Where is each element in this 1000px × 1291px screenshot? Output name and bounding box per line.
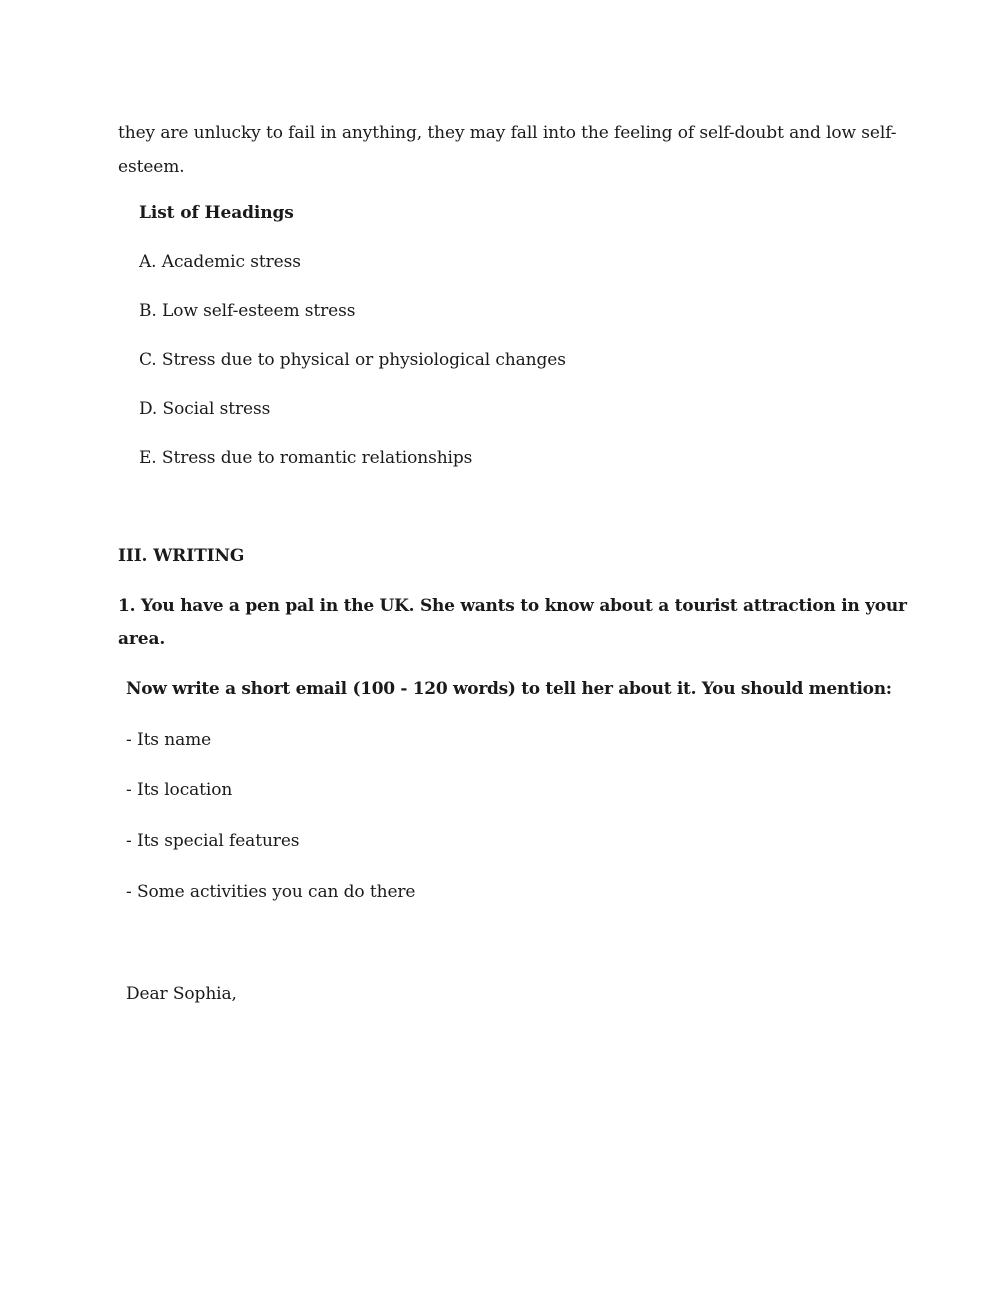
reading-continuation-paragraph: they are unlucky to fail in anything, they may fall into the feeling of self-doubt and low self-esteem. — [118, 123, 897, 177]
writing-section-title: III. WRITING — [118, 546, 245, 566]
writing-task-prompt-line1: 1. You have a pen pal in the UK. She wants to know about a tourist attraction in your — [118, 596, 907, 616]
mention-point-location: - Its location — [126, 780, 233, 800]
headings-title: List of Headings — [139, 203, 294, 223]
mention-point-features: - Its special features — [126, 831, 300, 851]
heading-option-c: C. Stress due to physical or physiological changes — [139, 350, 566, 370]
heading-option-a: A. Academic stress — [139, 252, 301, 272]
mention-point-name: - Its name — [126, 730, 212, 750]
writing-task-prompt-line2: area. — [118, 629, 166, 649]
heading-option-e: E. Stress due to romantic relationships — [139, 448, 473, 468]
heading-option-d: D. Social stress — [139, 399, 271, 419]
heading-option-b: B. Low self-esteem stress — [139, 301, 356, 321]
email-salutation: Dear Sophia, — [126, 984, 237, 1004]
writing-instruction: Now write a short email (100 - 120 words) to tell her about it. You should mention: — [126, 679, 892, 699]
mention-point-activities: - Some activities you can do there — [126, 882, 416, 902]
